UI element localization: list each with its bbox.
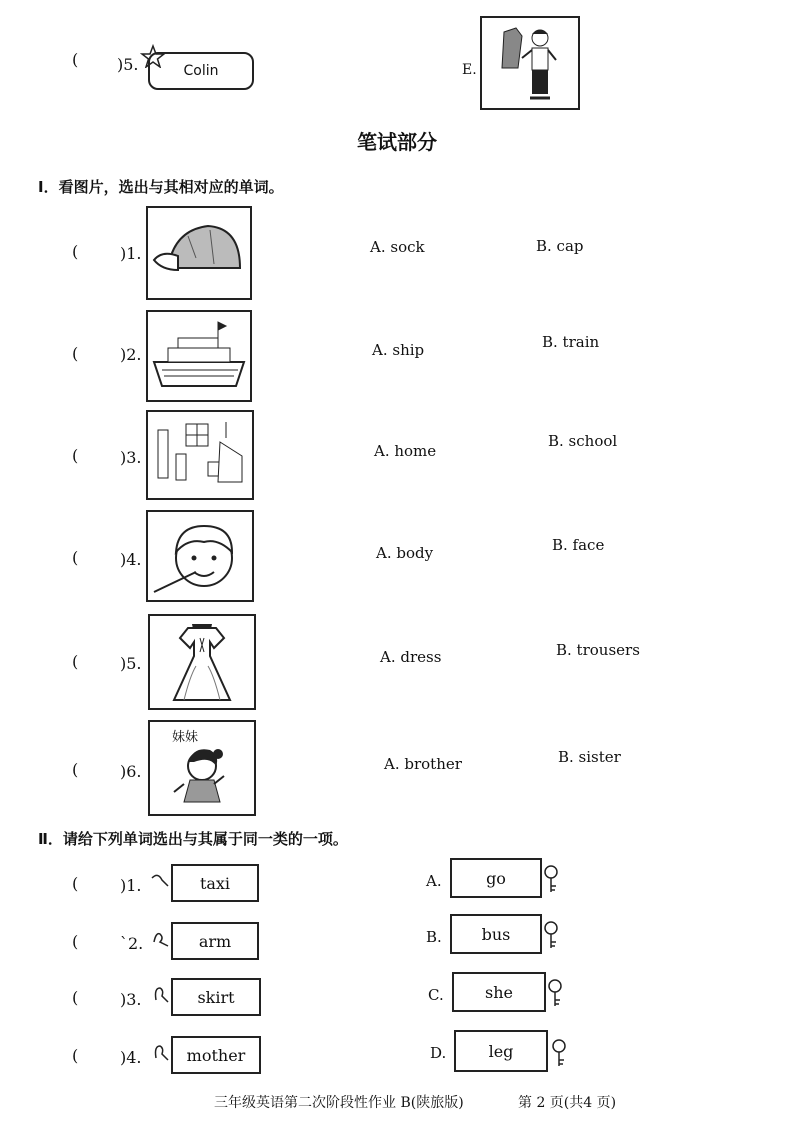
option-box: she — [452, 972, 546, 1012]
tag-hook-icon — [150, 1042, 170, 1064]
man-with-coat-icon — [482, 18, 578, 108]
picture-frame — [148, 720, 256, 816]
name-card: Colin — [148, 52, 254, 90]
question-number: )3. — [120, 990, 142, 1009]
option-letter: D. — [430, 1044, 447, 1062]
question-number: )5. — [117, 55, 139, 74]
option-b: B. cap — [536, 237, 584, 255]
question-number: )4. — [120, 1048, 142, 1067]
option-box: go — [450, 858, 542, 898]
key-icon — [548, 1038, 570, 1068]
option-box: leg — [454, 1030, 548, 1072]
word-box: skirt — [171, 978, 261, 1016]
room-icon — [148, 412, 252, 498]
answer-paren: ( — [72, 242, 79, 261]
option-b: B. sister — [558, 748, 621, 766]
part1-heading: I．看图片，选出与其相对应的单词。 — [38, 178, 284, 196]
option-a: A. dress — [380, 648, 442, 666]
question-number: )5. — [120, 654, 142, 673]
question-number: )4. — [120, 550, 142, 569]
ship-icon — [148, 312, 250, 400]
tag-hook-icon — [150, 928, 170, 950]
option-b: B. school — [548, 432, 618, 450]
section-title: 笔试部分 — [357, 130, 437, 154]
picture-frame — [146, 510, 254, 602]
tag-hook-icon — [150, 870, 170, 892]
face-icon — [148, 512, 252, 600]
dress-icon — [150, 616, 254, 708]
answer-paren: ( — [72, 1046, 79, 1065]
answer-paren: ( — [72, 50, 79, 69]
answer-paren: ( — [72, 760, 79, 779]
answer-paren: ( — [72, 446, 79, 465]
man-picture — [480, 16, 580, 110]
option-b: B. train — [542, 333, 600, 351]
girl-icon — [150, 722, 254, 814]
option-a: A. ship — [372, 341, 425, 359]
word-box: mother — [171, 1036, 261, 1074]
word-box: arm — [171, 922, 259, 960]
answer-paren: ( — [72, 548, 79, 567]
answer-paren: ( — [72, 344, 79, 363]
part2-heading: Ⅱ．请给下列单词选出与其属于同一类的一项。 — [38, 830, 348, 848]
question-number: )2. — [120, 345, 142, 364]
picture-frame — [146, 410, 254, 500]
answer-paren: ( — [72, 874, 79, 893]
answer-paren: ( — [72, 988, 79, 1007]
question-number: `2. — [120, 934, 144, 953]
key-icon — [540, 864, 562, 894]
key-icon — [544, 978, 566, 1008]
picture-frame — [146, 206, 252, 300]
option-a: A. brother — [384, 755, 462, 773]
picture-letter: E. — [462, 62, 477, 78]
option-b: B. trousers — [556, 641, 640, 659]
option-box: bus — [450, 914, 542, 954]
question-number: )6. — [120, 762, 142, 781]
option-a: A. body — [376, 544, 434, 562]
option-b: B. face — [552, 536, 605, 554]
answer-paren: ( — [72, 932, 79, 951]
footer-title: 三年级英语第二次阶段性作业 B(陕旅版) — [214, 1095, 464, 1111]
word-box: taxi — [171, 864, 259, 902]
key-icon — [540, 920, 562, 950]
option-a: A. home — [374, 442, 437, 460]
option-letter: B. — [426, 928, 442, 946]
answer-paren: ( — [72, 652, 79, 671]
picture-frame — [146, 310, 252, 402]
footer-page: 第 2 页(共4 页) — [518, 1095, 617, 1111]
picture-caption: 妹妹 — [172, 730, 199, 745]
picture-frame — [148, 614, 256, 710]
option-letter: A. — [426, 872, 442, 890]
option-letter: C. — [428, 986, 444, 1004]
question-number: )3. — [120, 448, 142, 467]
tag-hook-icon — [150, 984, 170, 1006]
cap-icon — [148, 208, 250, 298]
option-a: A. sock — [370, 238, 425, 256]
question-number: )1. — [120, 876, 142, 895]
question-number: )1. — [120, 244, 142, 263]
